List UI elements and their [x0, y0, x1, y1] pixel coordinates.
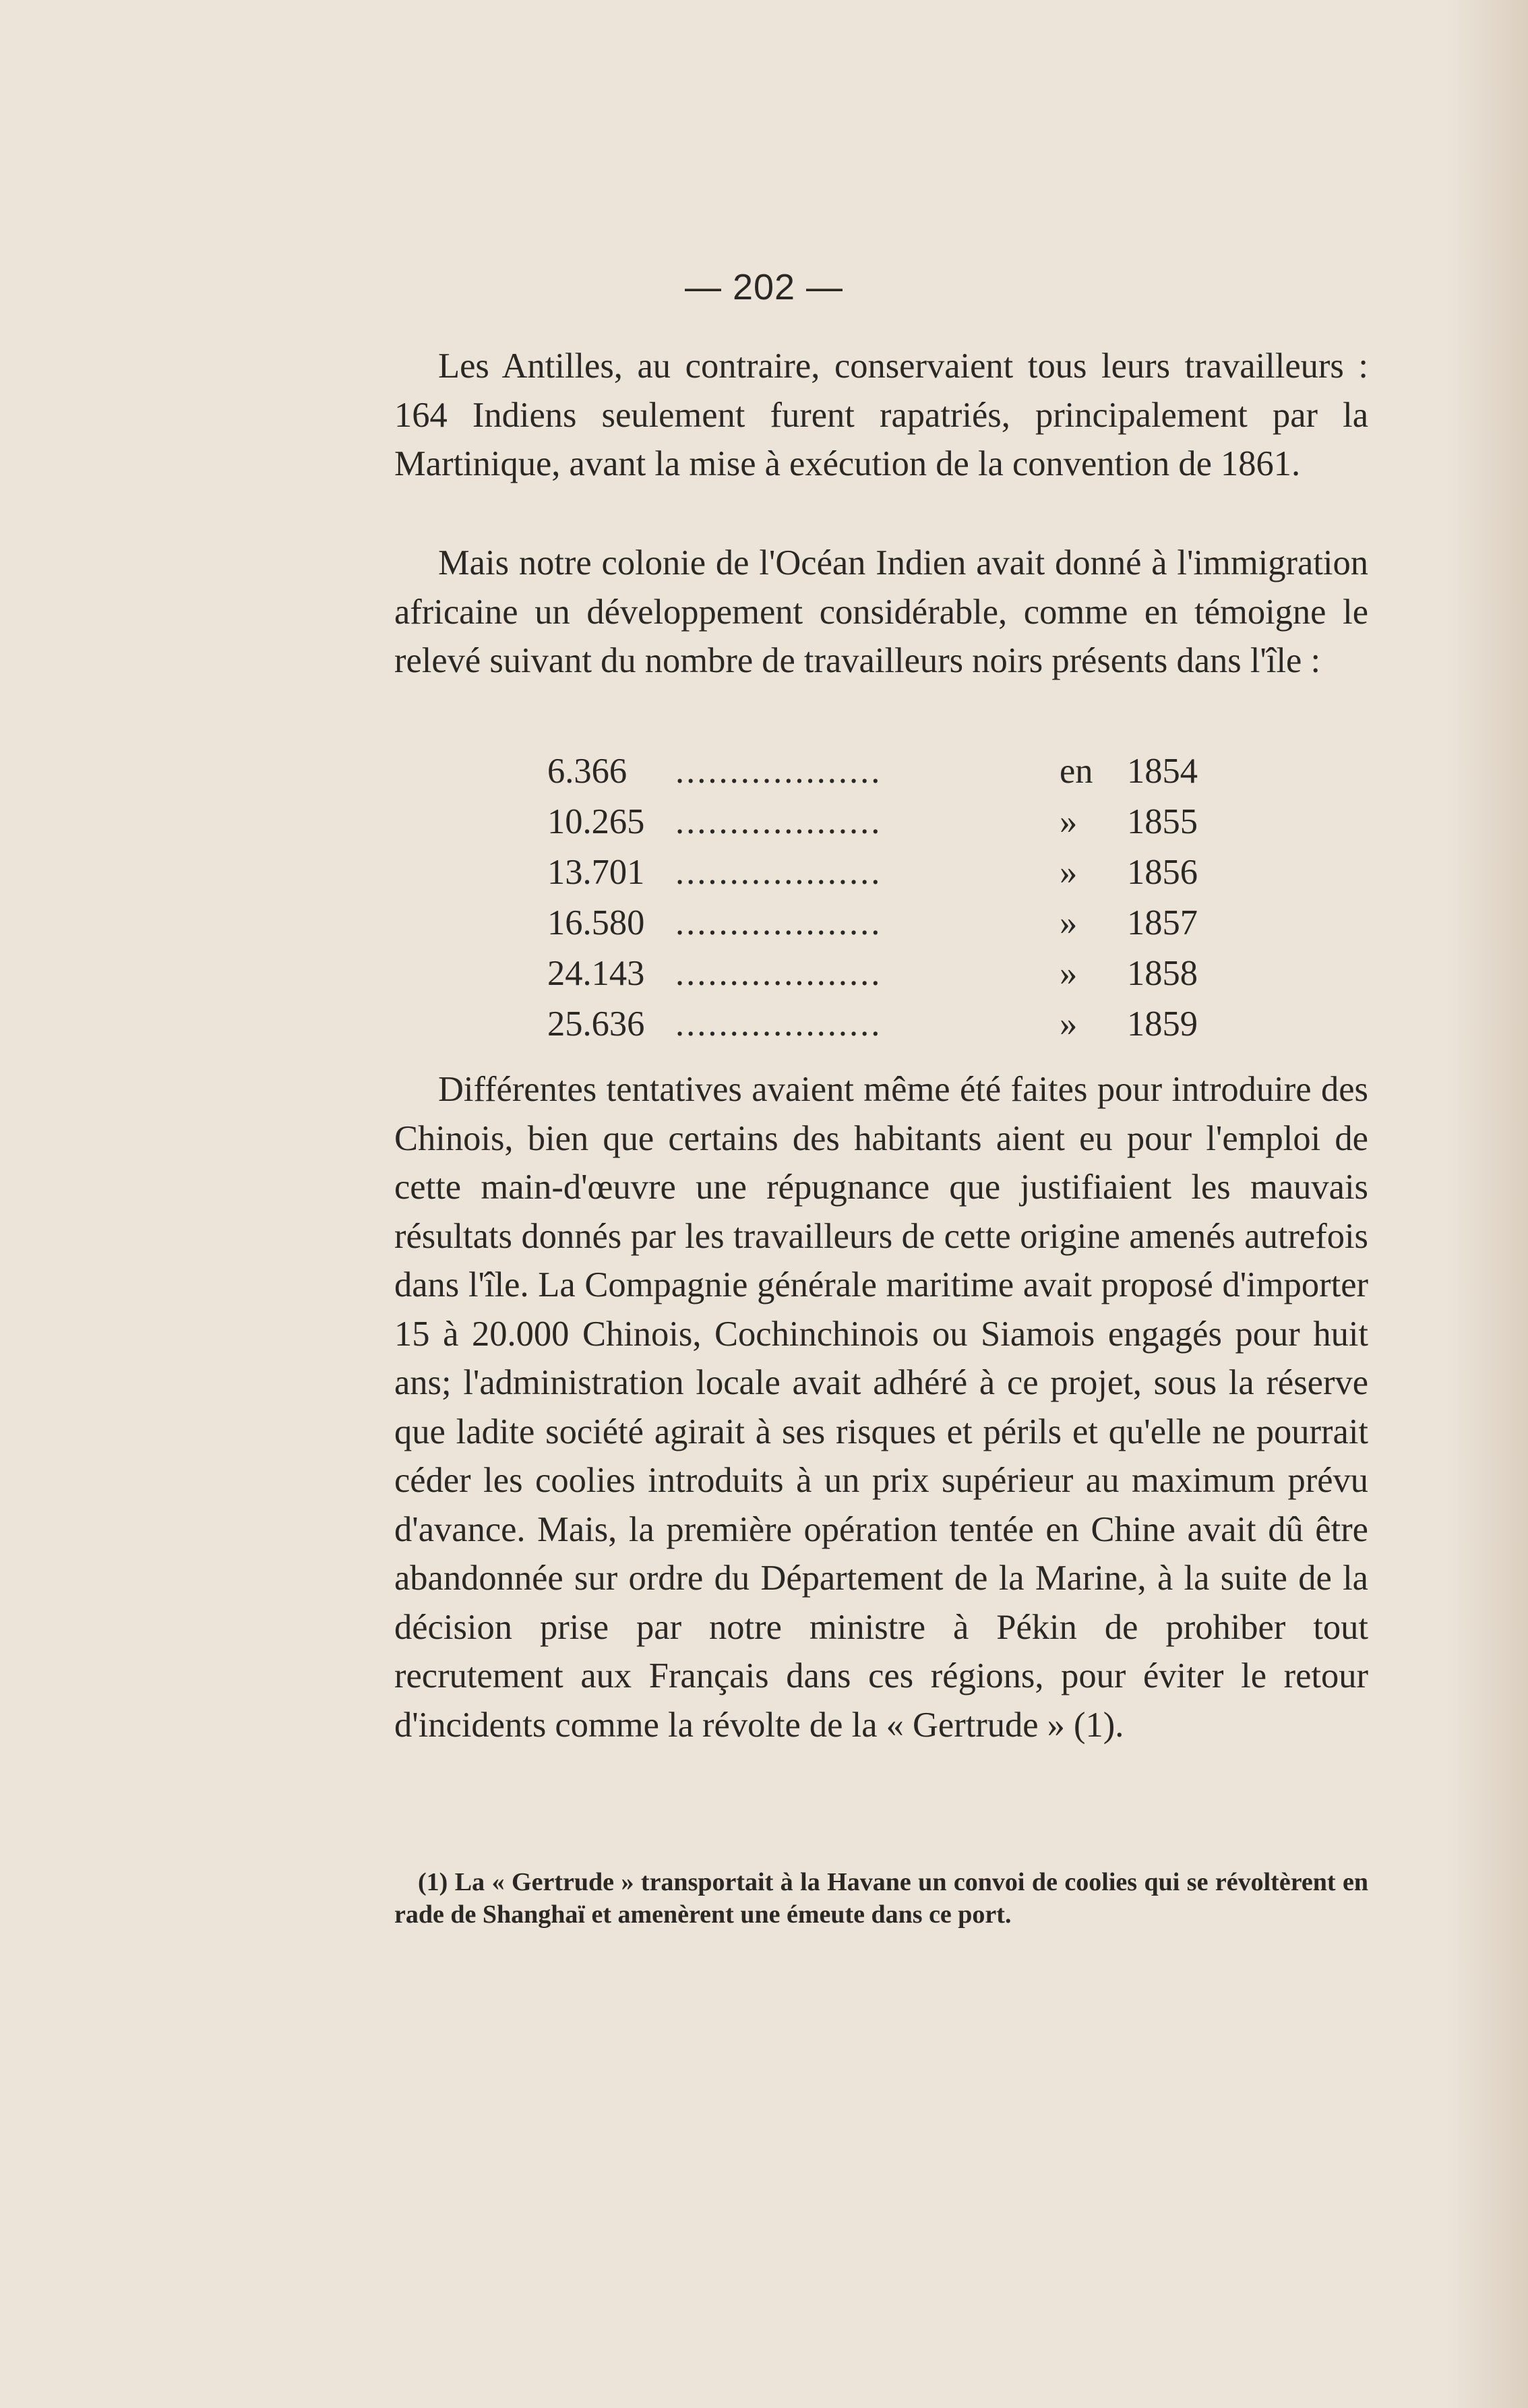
- paragraph-text: Mais notre colonie de l'Océan Indien avait donné à l'immigration africaine un développement considérable, comme en témoigne le relevé suivant du nombre de travailleurs noirs présents dans l'île :: [394, 543, 1368, 680]
- table-row: [547, 898, 1218, 949]
- worker-count: 6.366: [547, 752, 628, 791]
- dot-leader: ...................: [675, 903, 882, 942]
- footnote: (1) La « Gertrude » transportait à la Havane un convoi de coolies qui se révoltèrent en rade de Shanghaï et amenèrent une émeute dans ce port.: [394, 1868, 1368, 1929]
- paragraph-ocean-indien: [394, 539, 1368, 686]
- dot-leader: ...................: [675, 1004, 882, 1044]
- table-row: [547, 949, 1218, 999]
- paragraph-text: Les Antilles, au contraire, conservaient tous leurs travailleurs : 164 Indiens seulement furent rapatriés, principalement par la Martinique, avant la mise à exécution de la convention de 1861.: [394, 347, 1368, 483]
- year: 1856: [1127, 853, 1198, 892]
- year-prefix: »: [1060, 1004, 1078, 1044]
- year: 1857: [1127, 903, 1198, 942]
- page-number: — 202 —: [684, 267, 844, 307]
- dot-leader: ...................: [675, 802, 882, 841]
- worker-count: 25.636: [547, 1004, 645, 1044]
- table-row: [547, 999, 1218, 1050]
- table-row: [547, 847, 1218, 898]
- year-prefix: »: [1060, 802, 1078, 841]
- year-prefix: »: [1060, 853, 1078, 892]
- paragraph-chinois: [394, 1065, 1368, 1749]
- year: 1858: [1127, 954, 1198, 993]
- table-row: [547, 746, 1218, 797]
- year: 1854: [1127, 752, 1198, 791]
- dot-leader: ...................: [675, 752, 882, 791]
- year-prefix: »: [1060, 954, 1078, 993]
- paragraph-text: Différentes tentatives avaient même été faites pour introduire des Chinois, bien que certains des habitants aient eu pour l'emploi de cette main-d'œuvre une répugnance que justifiaient les mauvais résultats donnés par les travailleurs de cette origine amenés autrefois dans l'île. La Compagnie générale maritime avait proposé d'importer 15 à 20.000 Chinois, Cochinchinois ou Siamois engagés pour huit ans; l'administration locale avait adhéré à ce projet, sous la réserve que ladite société agirait à ses risques et périls et qu'elle ne pourrait céder les coolies introduits à un prix supérieur au maximum prévu d'avance. Mais, la première opération tentée en Chine avait dû être abandonnée sur ordre du Département de la Marine, à la suite de la décision prise par notre ministre à Pékin de prohiber tout recrutement aux Français dans ces régions, pour éviter le retour d'incidents comme la révolte de la « Gertrude » (1).: [394, 1070, 1368, 1745]
- year-prefix: »: [1060, 903, 1078, 942]
- table-row: [547, 797, 1218, 847]
- year: 1859: [1127, 1004, 1198, 1044]
- worker-count: 10.265: [547, 802, 645, 841]
- page-edge-shadow: [1447, 0, 1528, 2408]
- worker-count: 24.143: [547, 954, 645, 993]
- year: 1855: [1127, 802, 1198, 841]
- dot-leader: ...................: [675, 954, 882, 993]
- worker-count: 16.580: [547, 903, 645, 942]
- workers-table: [547, 746, 1218, 1050]
- worker-count: 13.701: [547, 853, 645, 892]
- year-prefix: en: [1060, 752, 1093, 791]
- dot-leader: ...................: [675, 853, 882, 892]
- paragraph-antilles: [394, 342, 1368, 489]
